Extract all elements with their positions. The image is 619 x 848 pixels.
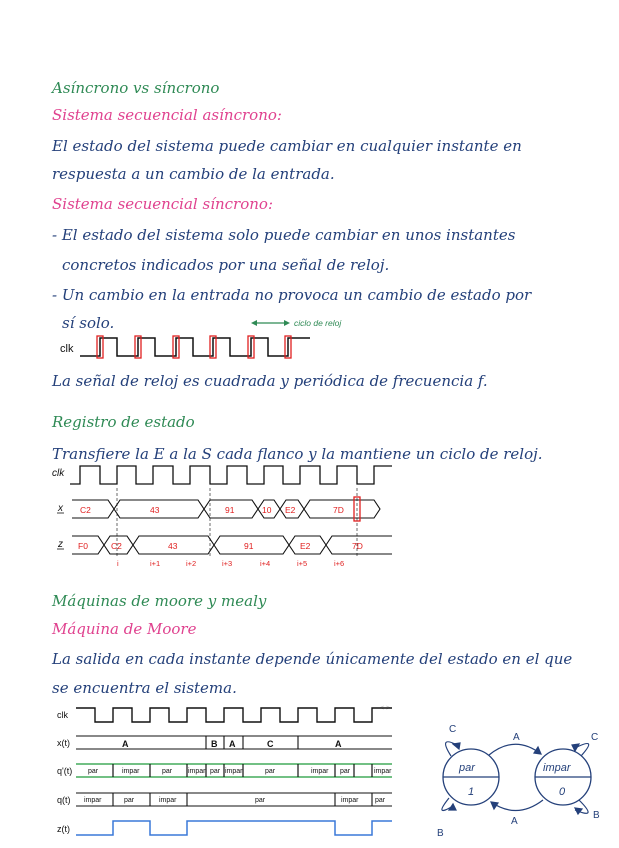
moore-q-val-0: impar — [84, 797, 102, 804]
state-diagram — [415, 720, 619, 845]
moore-qp-val-3: impar — [188, 768, 206, 775]
moore-x-val-2: A — [229, 739, 236, 749]
moore-label-clk: clk — [57, 710, 68, 720]
edge-label-top: A — [513, 732, 520, 743]
moore-x-val-3: C — [267, 739, 274, 749]
moore-label-z: z(t) — [57, 824, 70, 834]
moore-label-x: x(t) — [57, 738, 70, 748]
state-impar-output: 0 — [559, 786, 566, 798]
clock-waveform — [80, 338, 310, 356]
reg-instant-0: i — [117, 559, 119, 568]
reg-x-val-1: 43 — [150, 505, 160, 515]
loop-label-par-bottom: B — [437, 828, 444, 839]
reg-x-val-4: E2 — [285, 505, 296, 515]
moore-qp-val-1: impar — [122, 768, 140, 775]
heading-maquinas: Máquinas de moore y mealy — [52, 592, 267, 610]
reg-instant-6: i+6 — [334, 559, 345, 568]
loop-label-impar-top: C — [591, 732, 599, 743]
reg-z-label: z — [58, 539, 63, 550]
reg-instant-5: i+5 — [297, 559, 308, 568]
moore-label-q: q(t) — [57, 795, 71, 805]
loop-label-par-top: C — [449, 724, 457, 735]
heading-moore: Máquina de Moore — [52, 620, 197, 638]
reg-z-val-5: 7D — [352, 541, 363, 551]
moore-q-val-1: par — [124, 797, 135, 804]
reg-z-val-4: E2 — [300, 541, 311, 551]
reg-z-val-0: F0 — [78, 541, 88, 551]
moore-z-waveform — [76, 821, 392, 835]
reg-instant-1: i+1 — [150, 559, 161, 568]
cycle-arrow — [251, 320, 290, 326]
moore-qp-val-6: par — [265, 768, 276, 775]
reg-clock-waveform — [70, 466, 392, 484]
heading-async-system: Sistema secuencial asíncrono: — [52, 106, 282, 124]
moore-qp-val-4: par — [210, 768, 221, 775]
sync-bullet2-line2: sí solo. — [62, 314, 115, 332]
heading-sync-system: Sistema secuencial síncrono: — [52, 195, 273, 213]
moore-x-val-0: A — [122, 739, 129, 749]
moore-q-val-2: impar — [159, 797, 177, 804]
reg-instant-2: i+2 — [186, 559, 197, 568]
moore-text-line1: La salida en cada instante depende únicamente del estado en el que — [52, 650, 573, 668]
reg-clk-label: clk — [52, 468, 65, 479]
moore-q-val-4: impar — [341, 797, 359, 804]
edge-label-bottom: A — [511, 816, 518, 827]
reg-x-val-3: 10 — [262, 505, 272, 515]
sync-bullet1-line2: concretos indicados por una señal de reloj. — [62, 256, 390, 274]
moore-timing-diagram — [0, 700, 400, 848]
sync-bullet2-line1: - Un cambio en la entrada no provoca un cambio de estado por — [52, 286, 532, 304]
register-diagram — [0, 458, 619, 570]
moore-qp-val-0: par — [88, 768, 99, 775]
moore-text-line2: se encuentra el sistema. — [52, 679, 237, 697]
moore-qp-val-9: impar — [374, 768, 392, 775]
moore-q-val-3: par — [255, 797, 266, 804]
reg-z-val-3: 91 — [244, 541, 254, 551]
moore-qp-val-7: impar — [311, 768, 329, 775]
clock-diagram — [0, 310, 619, 370]
loop-label-impar-bottom: B — [593, 810, 600, 821]
moore-clock-waveform — [76, 708, 392, 722]
sync-bullet1-line1: - El estado del sistema solo puede cambiar en unos instantes — [52, 226, 516, 244]
reg-z-val-1: C2 — [111, 541, 122, 551]
reg-dashed-guides — [117, 488, 357, 558]
reg-x-val-0: C2 — [80, 505, 91, 515]
state-par-label: par — [459, 762, 475, 774]
state-impar-label: impar — [543, 762, 571, 774]
reg-x-val-5: 7D — [333, 505, 344, 515]
moore-qp-val-8: par — [340, 768, 351, 775]
reg-x-label: x — [58, 503, 63, 514]
registro-description: Transfiere la E a la S cada flanco y la mantiene un ciclo de reloj. — [52, 445, 543, 463]
moore-x-val-1: B — [211, 739, 218, 749]
moore-q-val-5: par — [375, 797, 386, 804]
heading-registro: Registro de estado — [52, 413, 195, 431]
async-text-line1: El estado del sistema puede cambiar en cualquier instante en — [52, 137, 522, 155]
reg-z-val-2: 43 — [168, 541, 178, 551]
moore-corner-mark: < > — [380, 705, 391, 712]
moore-x-val-4: A — [335, 739, 342, 749]
heading-async-vs-sync: Asíncrono vs síncrono — [52, 79, 220, 97]
state-edges — [442, 742, 589, 814]
reg-instant-4: i+4 — [260, 559, 271, 568]
moore-qp-val-2: par — [162, 768, 173, 775]
clock-description: La señal de reloj es cuadrada y periódica de frecuencia f. — [52, 372, 488, 390]
clock-label: clk — [60, 343, 74, 355]
state-par-output: 1 — [468, 786, 475, 798]
moore-label-qp: q'(t) — [57, 766, 73, 776]
reg-x-val-2: 91 — [225, 505, 235, 515]
clock-edge-marks — [97, 336, 291, 358]
reg-instant-3: i+3 — [222, 559, 233, 568]
async-text-line2: respuesta a un cambio de la entrada. — [52, 165, 335, 183]
cycle-label: ciclo de reloj — [294, 318, 342, 328]
moore-qp-val-5: impar — [225, 768, 243, 775]
